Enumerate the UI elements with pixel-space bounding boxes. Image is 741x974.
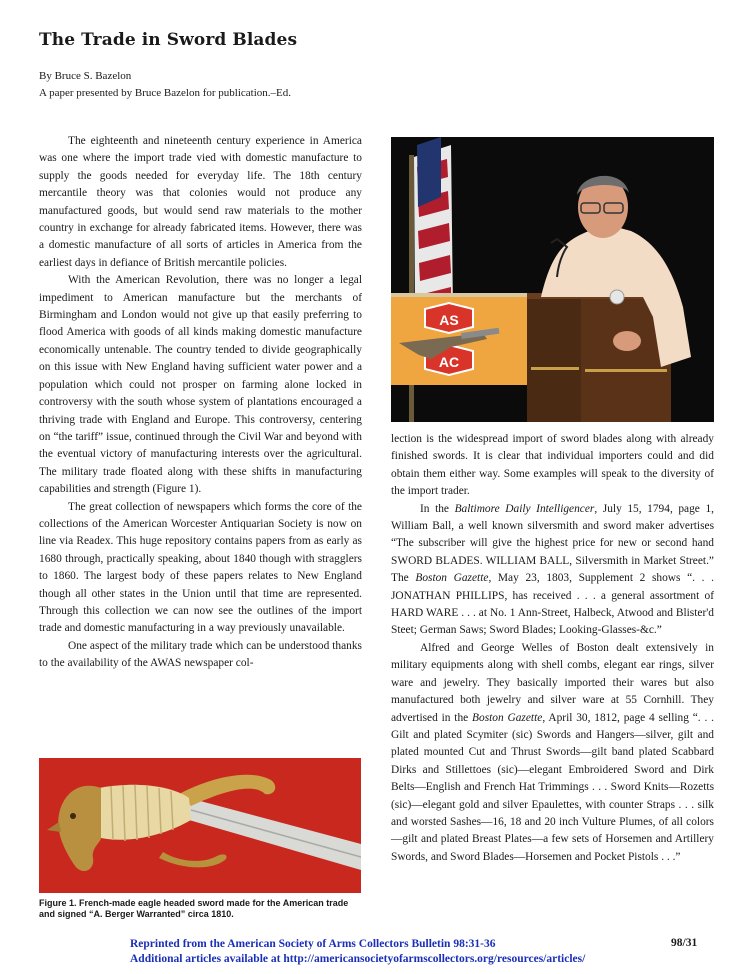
paragraph: One aspect of the military trade which can be understood thanks to the availability of the AWAS newspaper col- — [39, 639, 362, 670]
byline — [39, 68, 291, 102]
right-column — [391, 431, 714, 866]
footer-reprint-line: Reprinted from the American Society of Arms Collectors Bulletin 98:31-36 — [130, 938, 496, 950]
asac-banner — [391, 293, 527, 385]
podium — [527, 293, 671, 422]
banner-top-text: AS — [439, 312, 459, 328]
left-column — [39, 133, 362, 673]
sword-figure — [39, 758, 361, 893]
paragraph: In the Baltimore Daily Intelligencer, July 15, 1794, page 1, William Ball, a well known silversmith and sword maker advertises “The subscriber will give the highest price for new or second hand SWORD BLADES. WILLIAM BALL, Silversmith in Market Street.” The Boston Gazette, May 23, 1803, Supplement 2 shows “. . . JONATHAN PHILLIPS, has received . . . a general assortment of HARD WARE . . . at No. 1 Ann-Street, Halbeck, Atwood and Blister'd Steet; German Saws; Sword Blades; Looking-Glasses-&c.” — [391, 502, 714, 637]
article-title: The Trade in Sword Blades — [39, 30, 298, 50]
footer-link-line[interactable]: Additional articles available at http://americansocietyofarmscollectors.org/resources/articles/ — [130, 952, 586, 965]
figure-caption: Figure 1. French-made eagle headed sword made for the American trade and signed “A. Berger Warranted” circa 1810. — [39, 898, 349, 919]
paragraph: With the American Revolution, there was no longer a legal impediment to American manufacture but the merchants of Birmingham and London would not give up that easily preferring to flood America with goods of all kinds making domestic manufacture economically untenable. The country tended to divide geographically on this issue with New England having sufficient water power and a population which could not prosper on farming alone locked in controversy with the south whose system of plantations encouraged a thriving trade with England and Europe. This controversy, centering on “the tariff” issue, continued through the Civil War and beyond with the eventual victory of manufacturing interests over the agricultural. The military trade floated along with these shifts in manufacturing capabilities and strength (Figure 1). — [39, 274, 362, 496]
paragraph: The eighteenth and nineteenth century experience in America was one where the import trade vied with domestic manufacture to supply the goods needed for everyday life. The 18th century mercantile theory was that colonies would not produce any manufactured goods, but would send raw materials to the mother country in exchange for already fabricated items. However, there was a domestic manufacture of all sorts of articles in America from the earliest days in defiance of British mercantile policies. — [39, 135, 362, 269]
page-number: 98/31 — [671, 937, 698, 949]
banner-bottom-text: AC — [438, 354, 460, 370]
footer — [130, 937, 585, 966]
paragraph: The great collection of newspapers which forms the core of the collections of the American Worcester Antiquarian Society is now on line via Readex. This huge repository contains papers from as early as 1680 through, practically speaking, about 1840 though with stragglers to 1860. The largest body of these papers relates to New England though all other states in the Union until that time are represented. Through this collection we can now see the outlines of the import trade and domestic manufacturing in a way previously unavailable. — [39, 500, 362, 635]
paragraph: lection is the widespread import of sword blades along with already finished swords. It is clear that individual importers could and did obtain them either way. Some examples will speak to the diversity of the import trader. — [391, 433, 714, 498]
editor-note: A paper presented by Bruce Bazelon for publication.–Ed. — [39, 87, 292, 99]
speaker-photo — [391, 137, 714, 422]
paragraph: Alfred and George Welles of Boston dealt extensively in military equipments along with shell combs, elegant ear rings, silver ware and jewelry. They basically imported their wares but also manufactured both jewelry and silver ware at 55 Cornhill. They advertised in the Boston Gazette, April 30, 1812, page 4 selling “. . . Gilt and plated Scymiter (sic) Swords and Hangers—silver, gilt and plated mounted Cut and Thrust Swords—gilt band plated Scabbard Dirks and Stillettoes (sic)—elegant Embroidered Sword and Dirk Belts—English and French Hat Trimmings . . . Sword Knits—Rozetts (sic)—elegant gold and silver Epaulettes, with counter Straps . . . silk and worsted Sashes—16, 18 and 20 inch Vulture Plumes, of all colors—gilt and plated Breast Plates—a few sets of Horsemen and Artillery Swords, and Sword Blades—Horsemen and Pocket Pistols . . .” — [391, 641, 714, 863]
author: By Bruce S. Bazelon — [39, 70, 132, 82]
